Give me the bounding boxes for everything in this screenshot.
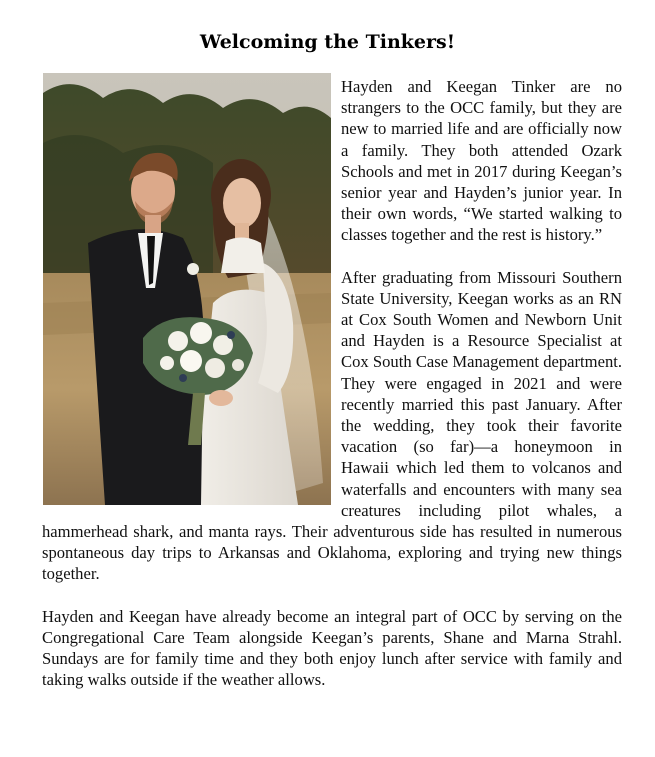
paragraph-careers: After graduating from Missouri Southern State University, Keegan works as an RN at Cox South Women and Newborn Unit and Hayden is a Resource Specialist at Cox South Case Management department. They were engaged in 2021 and were recently married this past January. After the wedding, they took their favorite vacation (so far)—a honeymoon in Hawaii which led them to volcanos and waterfalls and encounters with many sea creatures including pilot whales, a hammerhead shark, and manta rays. Their adventurous side has resulted in numerous spontaneous day trips to Arkansas and Oklahoma, exploring and trying new things together. — [42, 267, 622, 584]
paragraph-occ: Hayden and Keegan have already become an integral part of OCC by serving on the Congregational Care Team alongside Keegan’s parents, Shane and Marna Strahl. Sundays are for family time and they both enjoy lunch after service with family and taking walks outside if the weather allows. — [42, 606, 622, 690]
article-body — [42, 76, 622, 711]
paragraph-intro: Hayden and Keegan Tinker are no strangers to the OCC family, but they are new to married life and are officially now a family. They both attended Ozark Schools and met in 2017 during Keegan’s senior year and Hayden’s junior year. In their own words, “We started walking to classes together and the rest is history.” — [341, 77, 622, 245]
article-title: Welcoming the Tinkers! — [199, 31, 456, 53]
photo-text-wrap-spacer — [42, 76, 341, 514]
